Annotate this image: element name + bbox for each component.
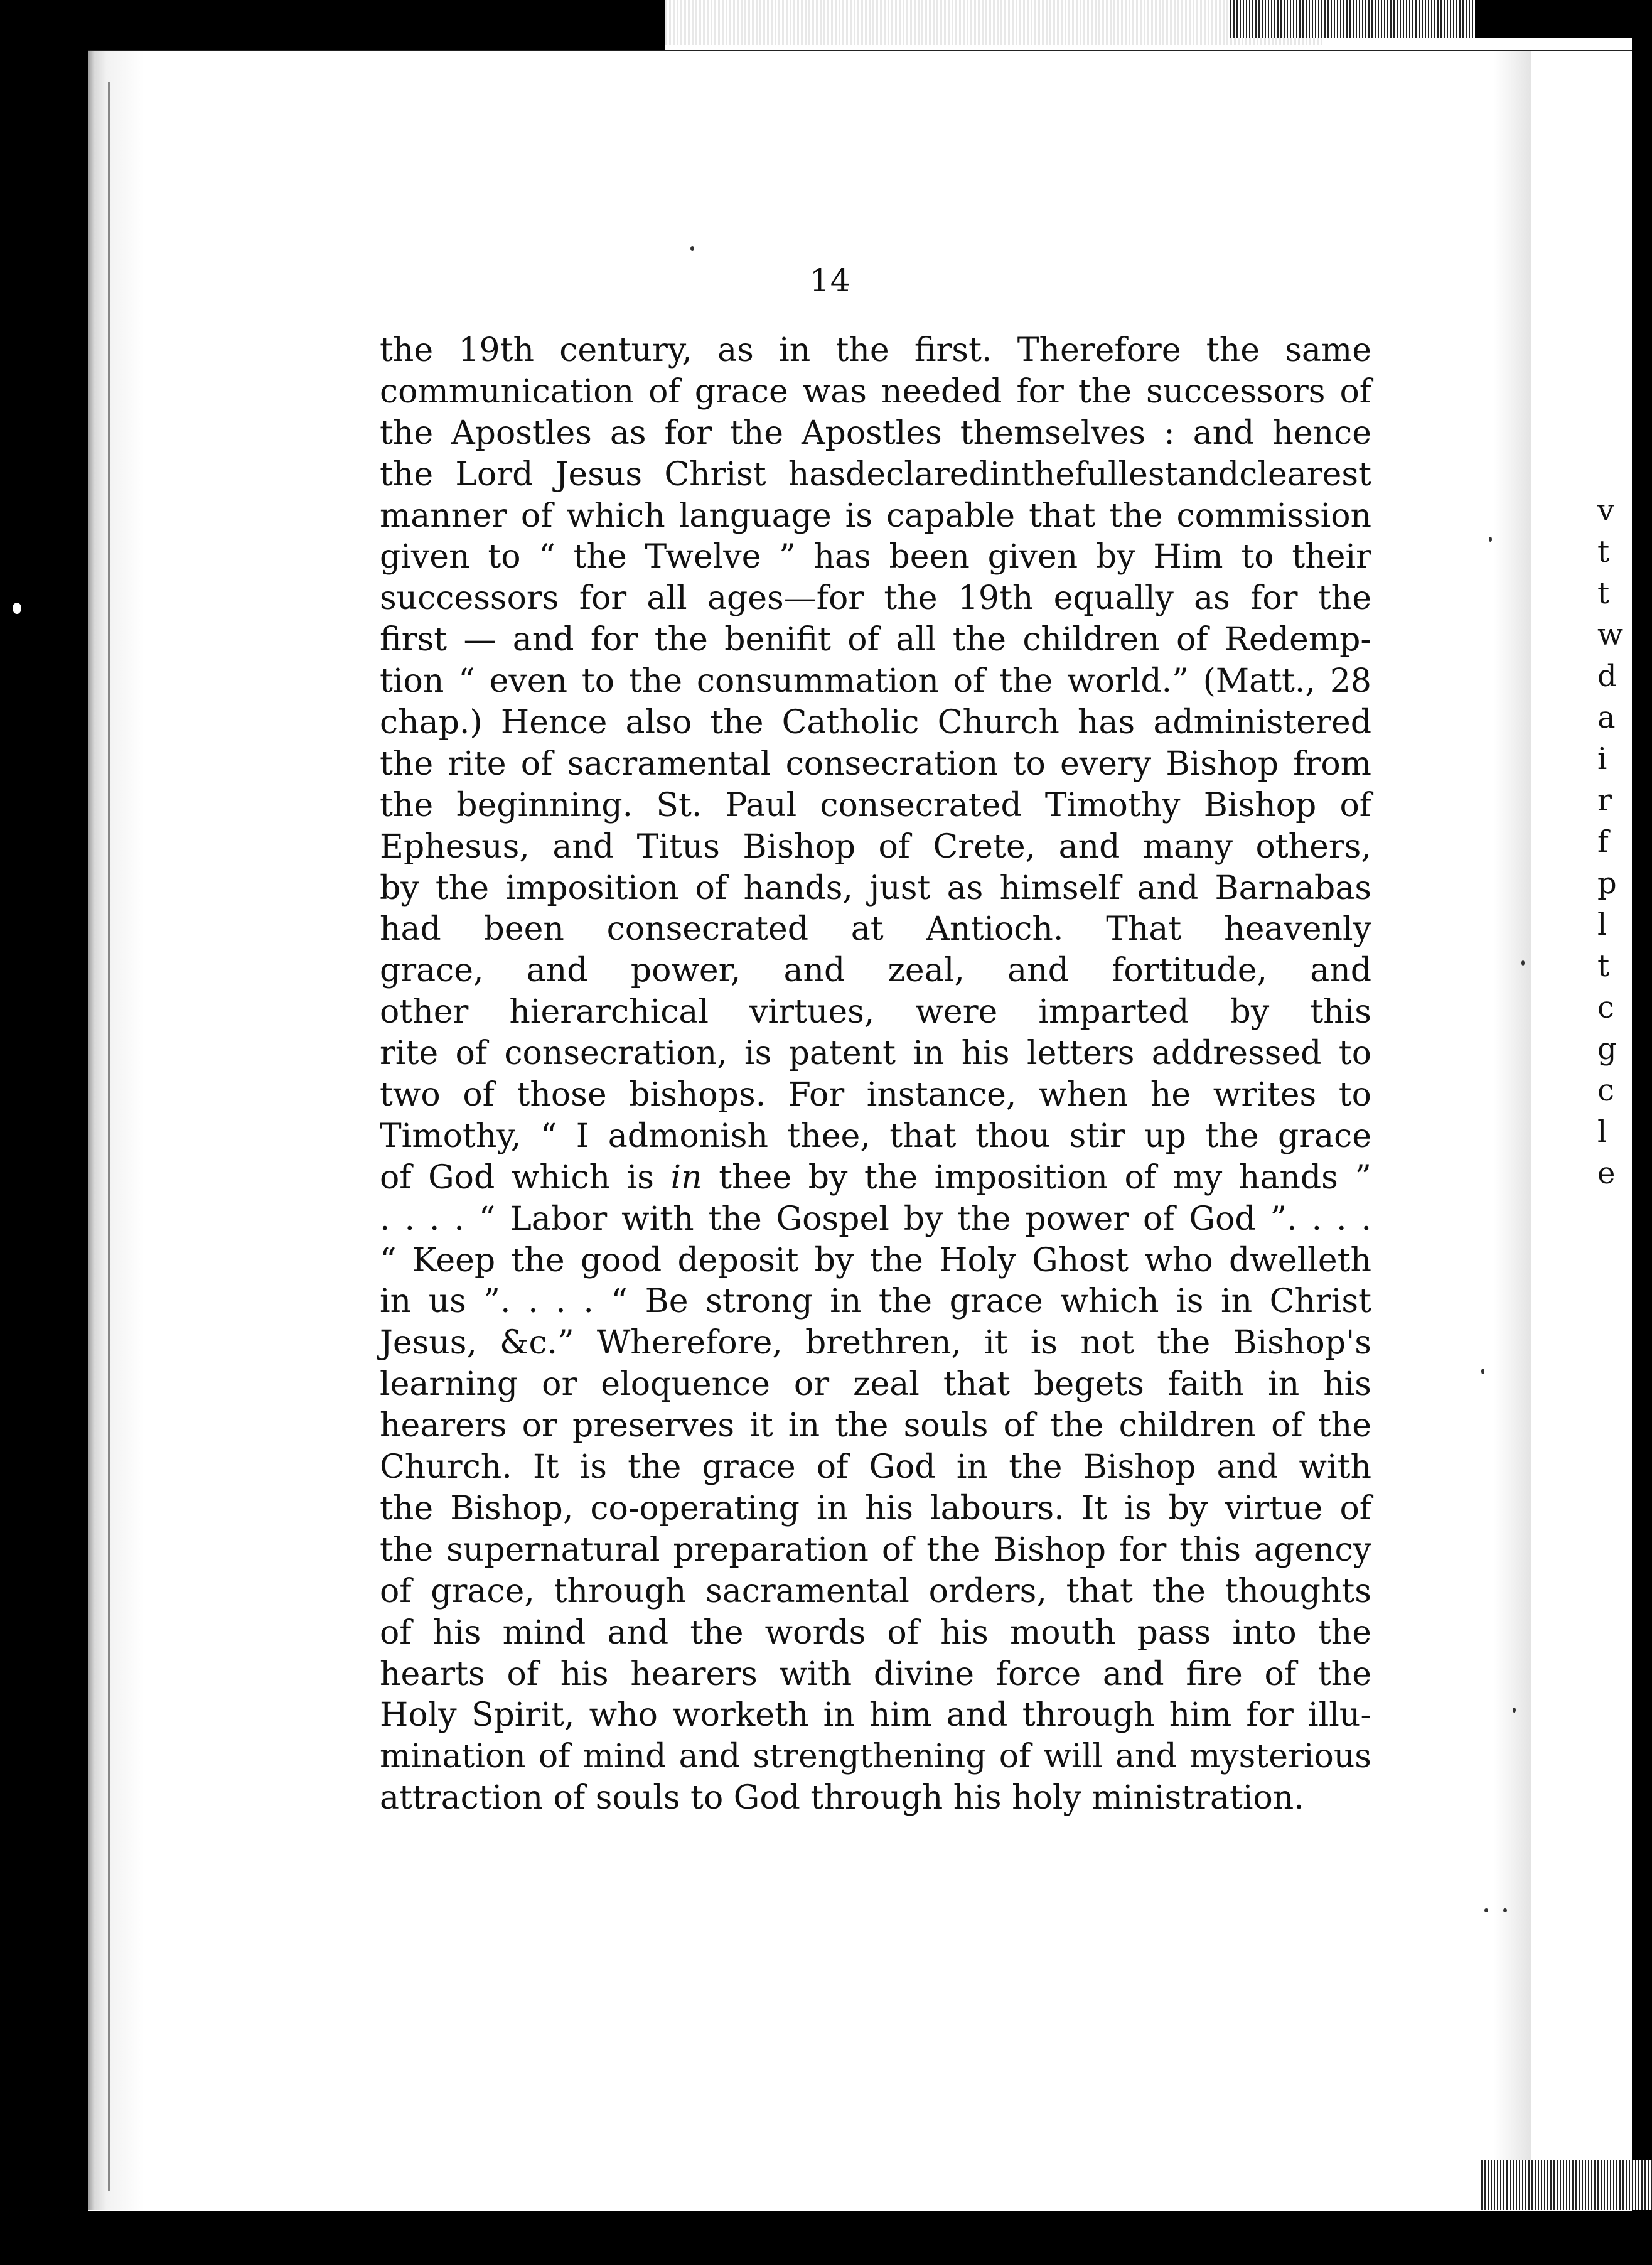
scanner-bed-bottom [0, 2210, 1652, 2265]
speck [690, 246, 694, 251]
text-line: “ Keep the good deposit by the Holy Ghost who dwelleth [380, 1241, 1371, 1279]
text-line: given to “ the Twelve ” has been given by Him to their [380, 538, 1371, 576]
text-line: the Apostles as for the Apostles themselves : and hence [380, 414, 1371, 452]
text-line: Church. It is the grace of God in the Bishop and with [380, 1448, 1371, 1487]
text-line: of grace, through sacramental orders, that the thoughts [380, 1572, 1371, 1610]
text-line: in us ”. . . . “ Be strong in the grace which is in Christ [380, 1283, 1371, 1321]
facing-page-letter: e [1597, 1156, 1616, 1191]
speck [1503, 1908, 1507, 1912]
facing-page-letter: l [1597, 1114, 1607, 1149]
speck [1513, 1708, 1516, 1713]
body-text [380, 330, 1371, 1819]
page-left-edge-line [108, 82, 110, 2191]
facing-page-letter: t [1597, 576, 1610, 611]
facing-page-letter: c [1597, 990, 1614, 1025]
facing-page-letter: v [1597, 493, 1615, 528]
text-line: had been consecrated at Antioch. That heavenly [380, 910, 1371, 949]
speck [1521, 960, 1525, 966]
text-line: hearers or preserves it in the souls of the children of the [380, 1407, 1371, 1445]
facing-page-letter: t [1597, 949, 1610, 984]
scanner-bed-top-texture [665, 0, 1324, 45]
text-line: the supernatural preparation of the Bishop for this agency [380, 1531, 1371, 1569]
text-line: tion “ even to the consummation of the world.” (Matt., 28 [380, 662, 1371, 701]
facing-page-letter: l [1597, 907, 1607, 942]
facing-page-letter: r [1597, 783, 1612, 818]
text-line: Ephesus, and Titus Bishop of Crete, and many others, [380, 827, 1371, 866]
scanner-bed-top-right-dark [1475, 0, 1652, 38]
text-line: hearts of his hearers with divine force and fire of the [380, 1655, 1371, 1693]
facing-page-letter: f [1597, 824, 1609, 859]
facing-page-letter: t [1597, 534, 1610, 569]
scanner-bed-left [0, 50, 88, 2265]
text-line: rite of consecration, is patent in his letters addressed to [380, 1035, 1371, 1073]
speck [1489, 537, 1492, 542]
scanner-bed-bottom-right [1481, 2160, 1652, 2210]
text-line: the rite of sacramental consecration to every Bishop from [380, 745, 1371, 783]
text-line: manner of which language is capable that the commission [380, 497, 1371, 535]
text-line: of God which is in thee by the imposition of my hands ” [380, 1158, 1371, 1197]
text-line: attraction of souls to God through his holy ministration. [380, 1779, 1304, 1817]
facing-page-fragments [1597, 490, 1635, 1194]
speck [13, 603, 21, 614]
facing-page-letter: g [1597, 1031, 1617, 1067]
text-line: communication of grace was needed for the successors of [380, 372, 1371, 411]
text-line: chap.) Hence also the Catholic Church has administered [380, 704, 1371, 742]
text-line: other hierarchical virtues, were imparted by this [380, 993, 1371, 1031]
facing-page-letter: i [1597, 741, 1607, 777]
emphasis: in [670, 1158, 702, 1197]
facing-page-letter: c [1597, 1073, 1614, 1108]
facing-page-letter: p [1597, 866, 1617, 901]
text-line: successors for all ages—for the 19th equally as for the [380, 579, 1371, 618]
text-line: . . . . “ Labor with the Gospel by the power of God ”. . . . [380, 1200, 1371, 1238]
text-line: Holy Spirit, who worketh in him and through him for illu- [380, 1696, 1371, 1735]
text-line: Jesus, &c.” Wherefore, brethren, it is not the Bishop's [380, 1324, 1371, 1362]
text-line: learning or eloquence or zeal that begets faith in his [380, 1365, 1371, 1404]
text-line: the Bishop, co-operating in his labours. It is by virtue of [380, 1489, 1371, 1527]
page-left-edge-shadow [88, 51, 144, 2210]
text-line: the beginning. St. Paul consecrated Timothy Bishop of [380, 786, 1371, 824]
text-line: Timothy, “ I admonish thee, that thou stir up the grace [380, 1117, 1371, 1155]
facing-page-letter: a [1597, 700, 1616, 735]
book-gutter-shadow [1494, 51, 1531, 2210]
text-line: grace, and power, and zeal, and fortitude, and [380, 952, 1371, 990]
text-line: first — and for the benifit of all the children of Redemp- [380, 621, 1371, 659]
speck [1481, 1369, 1484, 1374]
scanner-bed-top [0, 0, 665, 50]
speck [1484, 1908, 1488, 1912]
text-line: two of those bishops. For instance, when he writes to [380, 1076, 1371, 1114]
text-line: the Lord Jesus Christ hasdeclaredinthefullestandclearest [380, 455, 1371, 493]
text-line: mination of mind and strengthening of will and mysterious [380, 1738, 1371, 1776]
text-line: by the imposition of hands, just as himself and Barnabas [380, 869, 1371, 907]
facing-page-letter: w [1597, 617, 1624, 652]
text-line: the 19th century, as in the first. Therefore the same [380, 331, 1371, 369]
facing-page-letter: d [1597, 659, 1617, 694]
page-number: 14 [810, 262, 851, 299]
text-line: of his mind and the words of his mouth pass into the [380, 1613, 1371, 1652]
